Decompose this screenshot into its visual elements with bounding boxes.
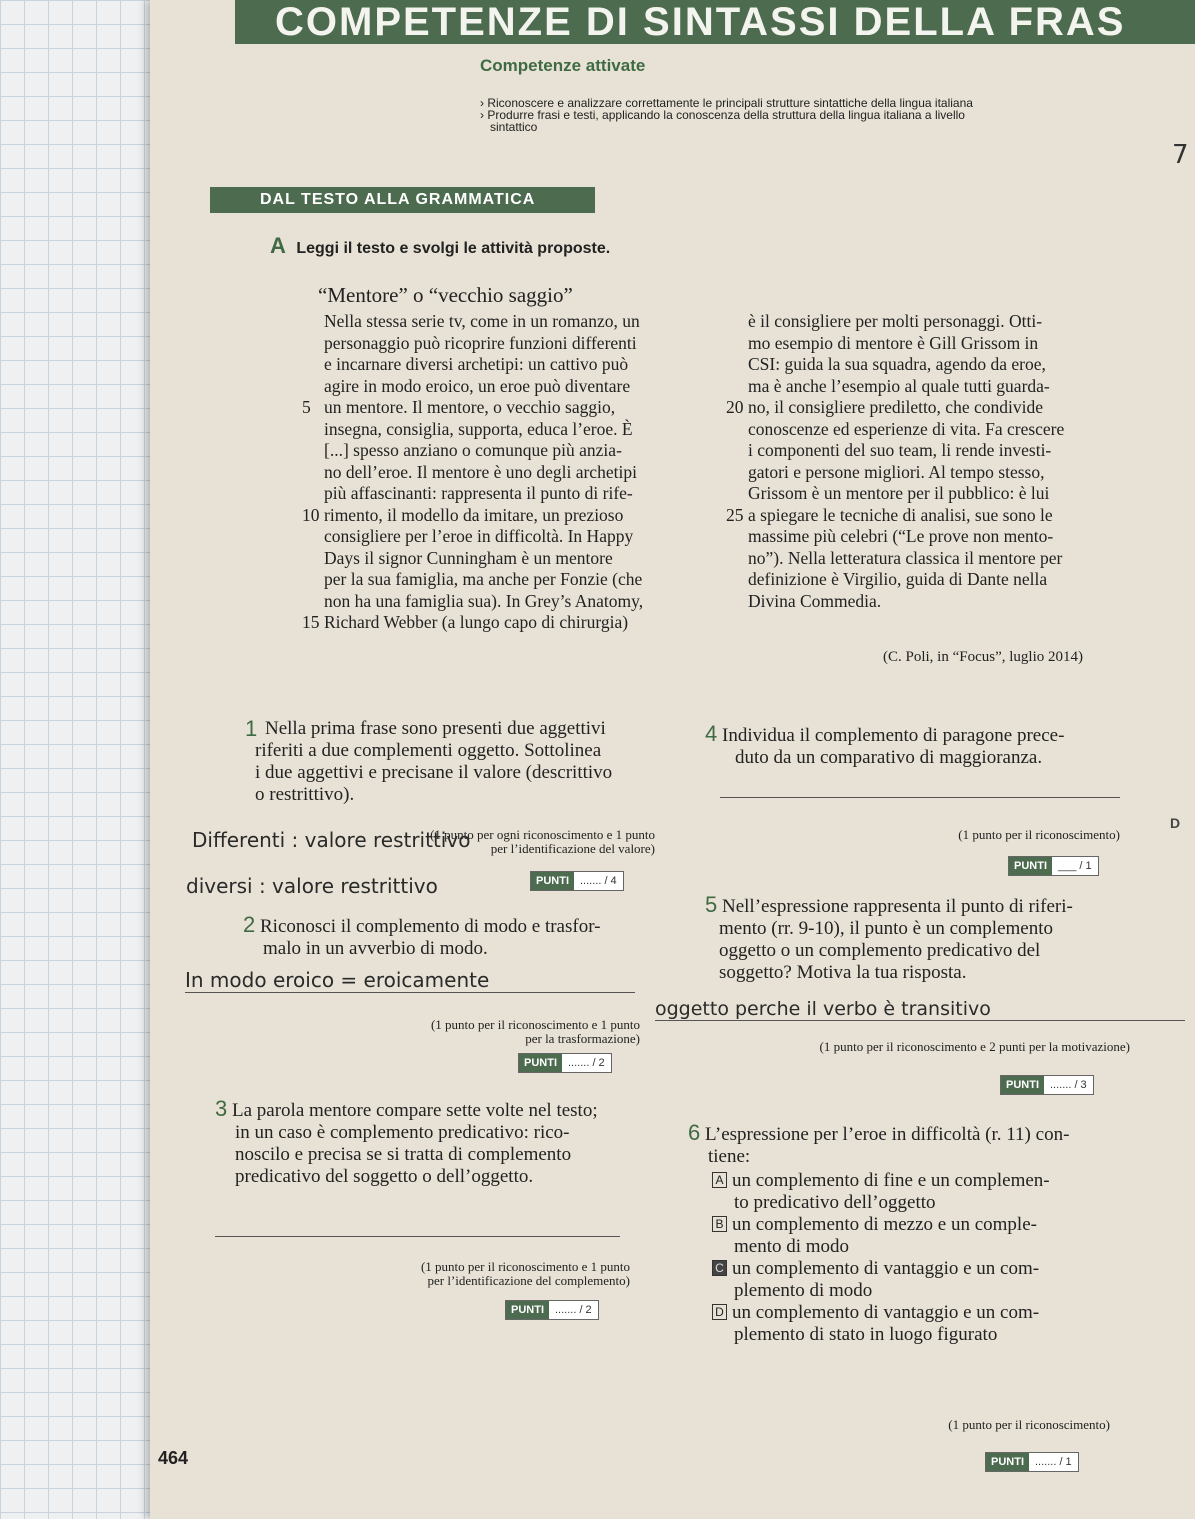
text-line: massime più celebri (“Le prove non mento- [748,526,1054,546]
text-line: consigliere per l’eroe in difficoltà. In Happy [324,526,634,546]
option-c[interactable]: C un complemento di vantaggio e un com- [712,1258,1152,1280]
line-number: 10 [302,504,320,525]
score-box-2[interactable]: PUNTI ....... / 2 [518,1053,612,1073]
exercise-number: 1 [245,716,258,741]
text-column-2 [726,311,1168,612]
score-box-1[interactable]: PUNTI ....... / 4 [530,871,624,891]
exercise-number: 4 [705,721,718,746]
text-line: è il consigliere per molti personaggi. Otti- [748,311,1043,331]
handwritten-number: 7 [1172,140,1189,170]
text-line: no dell’eroe. Il mentore è uno degli archetipi [324,461,637,482]
exercise-6-options: A un complemento di fine e un complemen- to predicativo dell’oggetto B un complemento di mezzo e un comple- mento di modo C un complemento di vantaggio e un com- plemento di modo D un complemento di vantaggio e un com- plemento di stato in luogo figurato [712,1170,1152,1346]
exercise-3-points: (1 punto per il riconoscimento e 1 punto per l’identificazione del complemento) [420,1259,630,1288]
answer-line-4[interactable] [720,797,1120,798]
text-line: conoscenze ed esperienze di vita. Fa crescere [748,418,1065,439]
option-d[interactable]: D un complemento di vantaggio e un com- [712,1302,1152,1324]
exercise-number: 5 [705,892,718,917]
text-line: Grissom è un mentore per il pubblico: è lui [748,483,1050,503]
text-line: agire in modo eroico, un eroe può diventare [324,375,631,396]
text-line: 5 un mentore. Il mentore, o vecchio saggio, [302,397,616,417]
line-number: 20 [726,397,744,417]
score-box-5[interactable]: PUNTI ....... / 3 [1000,1075,1094,1095]
text-line: CSI: guida la sua squadra, agendo da eroe, [748,354,1046,374]
text-line: [...] spesso anziano o comunque più anzia- [324,440,622,460]
text-line: non ha una famiglia sua). In Grey’s Anatomy, [324,590,644,611]
line-number: 5 [302,397,311,417]
section-title: DAL TESTO ALLA GRAMMATICA [210,187,595,213]
answer-1b: diversi : valore restrittivo [186,874,438,898]
competenze-item: › Riconoscere e analizzare correttamente le principali strutture sintattiche della lingua italiana [480,96,973,110]
page-header: COMPETENZE DI SINTASSI DELLA FRAS [235,0,1195,44]
text-line: più affascinanti: rappresenta il punto di rife- [324,483,633,503]
answer-line-3[interactable] [215,1236,620,1237]
text-line: Nella stessa serie tv, come in un romanzo, un [324,311,640,331]
score-box-4[interactable]: PUNTI ___ / 1 [1008,856,1099,876]
competenze-list [480,97,1180,133]
text-line: ma è anche l’esempio al quale tutti guarda- [748,375,1050,396]
text-line: Divina Commedia. [748,590,882,611]
answer-5: oggetto perche il verbo è transitivo [655,998,1185,1021]
exercise-4: 4 Individua il complemento di paragone prece- duto da un comparativo di maggioranza. [705,721,1065,768]
competenze-item: › Produrre frasi e testi, applicando la conoscenza della struttura della lingua italiana a livello [480,108,965,122]
exercise-number: 3 [215,1096,228,1121]
text-source: (C. Poli, in “Focus”, luglio 2014) [883,649,1083,665]
text-line: gatori e persone migliori. Al tempo stesso, [748,461,1045,482]
score-box-6[interactable]: PUNTI ....... / 1 [985,1452,1079,1472]
text-title: “Mentore” o “vecchio saggio” [318,283,573,307]
instruction [270,233,610,259]
text-line: definizione è Virgilio, guida di Dante nella [748,569,1048,589]
option-a[interactable]: A un complemento di fine e un complemen- [712,1170,1152,1192]
text-line: e incarnare diversi archetipi: un cattivo può [324,354,629,374]
text-line: per la sua famiglia, ma anche per Fonzie (che [324,569,643,589]
exercise-number: 6 [688,1120,701,1145]
option-b[interactable]: B un complemento di mezzo e un comple- [712,1214,1152,1236]
exercise-number: 2 [243,912,256,937]
answer-1a: Differenti : valore restrittivo [192,828,471,852]
text-line: Days il signor Cunningham è un mentore [324,547,613,568]
exercise-6-points: (1 punto per il riconoscimento) [948,1417,1110,1432]
text-line: i componenti del suo team, li rende investi- [748,440,1052,460]
text-line: no”). Nella letteratura classica il mentore per [748,547,1063,568]
page-number: 464 [158,1448,189,1468]
exercise-2-points: (1 punto per il riconoscimento e 1 punto per la trasformazione) [430,1017,640,1046]
text-line: mo esempio di mentore è Gill Grissom in [748,332,1039,353]
answer-2: In modo eroico = eroicamente [185,968,635,993]
exercise-3: 3 La parola mentore compare sette volte nel testo; in un caso è complemento predicativo: rico- noscilo e precisa se si tratta di complemento predicativo del soggetto o dell’oggetto. [215,1096,598,1187]
competenze-title: Competenze attivate [480,56,646,75]
exercise-1-points: (1 punto per ogni riconoscimento e 1 punto per l’identificazione del valore) [430,827,655,856]
text-line: 20 no, il consigliere prediletto, che condivide [726,397,1043,417]
exercise-1: 1 Nella prima frase sono presenti due aggettivi riferiti a due complementi oggetto. Sottolinea i due aggettivi e precisane il valore (descrittivo o restrittivo). [245,716,613,805]
exercise-6: 6 L’espressione per l’eroe in difficoltà (r. 11) con- tiene: [688,1120,1070,1167]
text-line: 10 rimento, il modello da imitare, un prezioso [302,504,624,525]
text-line: 15 Richard Webber (a lungo capo di chirurgia) [302,612,629,632]
side-label: D [1170,815,1181,831]
line-number: 15 [302,612,320,632]
exercise-2: 2 Riconosci il complemento di modo e trasfor- malo in un avverbio di modo. [243,912,601,959]
exercise-5-points: (1 punto per il riconoscimento e 2 punti per la motivazione) [819,1039,1130,1054]
instruction-text: Leggi il testo e svolgi le attività proposte. [296,240,611,257]
text-line: personaggio può ricoprire funzioni differenti [324,332,637,353]
line-number: 25 [726,504,744,525]
exercise-4-points: (1 punto per il riconoscimento) [958,827,1120,842]
exercise-5: 5 Nell’espressione rappresenta il punto di riferi- mento (rr. 9-10), il punto è un complemento oggetto o un complemento predicativo del soggetto? Motiva la tua risposta. [705,892,1073,983]
instruction-letter: A [270,233,286,258]
text-column-1 [302,311,696,634]
text-line: insegna, consiglia, supporta, educa l’eroe. È [324,418,633,439]
text-line: 25 a spiegare le tecniche di analisi, sue sono le [726,504,1053,525]
score-box-3[interactable]: PUNTI ....... / 2 [505,1300,599,1320]
competenze-item: sintattico [490,120,538,134]
